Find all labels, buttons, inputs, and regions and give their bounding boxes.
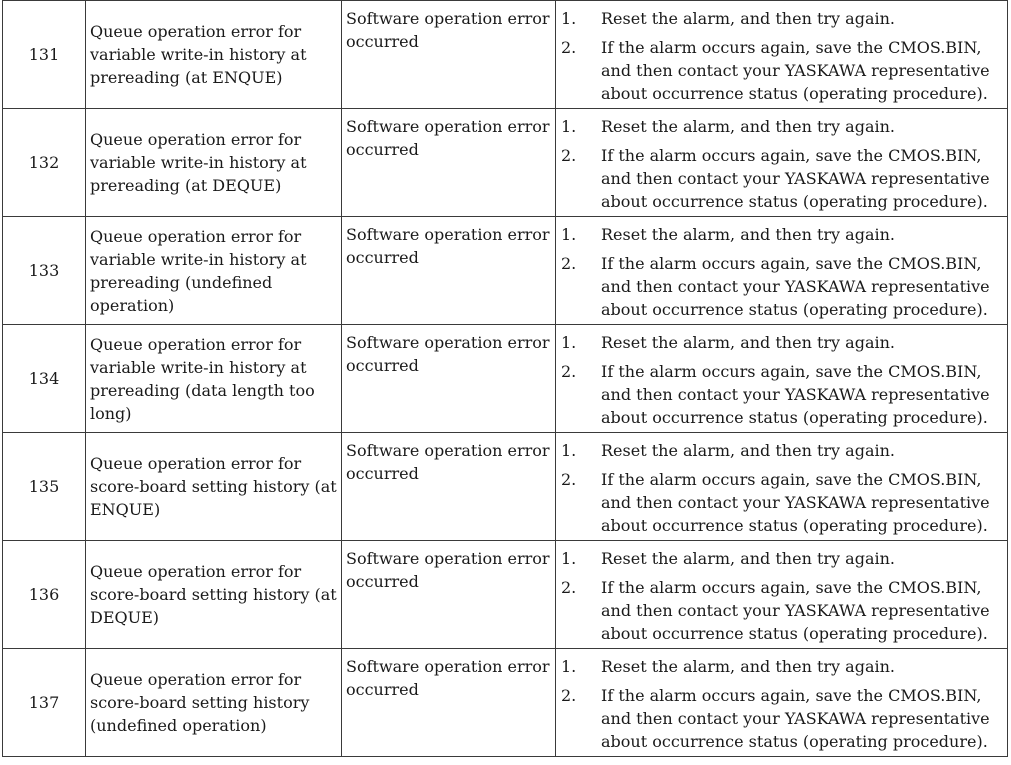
- alarm-code: 136: [3, 541, 86, 649]
- step-text: If the alarm occurs again, save the CMOS.BIN, and then contact your YASKAWA representative about occurrence status (operating procedure).: [601, 146, 990, 211]
- remedy-step: [561, 360, 999, 429]
- alarm-code: 132: [3, 109, 86, 217]
- table-row: [3, 433, 1008, 541]
- alarm-cause: Software operation error occurred: [342, 109, 556, 217]
- step-text: If the alarm occurs again, save the CMOS.BIN, and then contact your YASKAWA representative about occurrence status (operating procedure).: [601, 578, 990, 643]
- alarm-cause: Software operation error occurred: [342, 433, 556, 541]
- remedy-step: [561, 547, 999, 570]
- remedy-step: [561, 7, 999, 30]
- alarm-cause: Software operation error occurred: [342, 217, 556, 325]
- remedy-step: [561, 36, 999, 105]
- step-number: 2.: [561, 254, 577, 273]
- step-text: Reset the alarm, and then try again.: [601, 225, 895, 244]
- step-text: If the alarm occurs again, save the CMOS.BIN, and then contact your YASKAWA representative about occurrence status (operating procedure).: [601, 38, 990, 103]
- step-text: Reset the alarm, and then try again.: [601, 117, 895, 136]
- alarm-code: 131: [3, 1, 86, 109]
- table-row: [3, 1, 1008, 109]
- alarm-remedy: [556, 433, 1008, 541]
- remedy-step: [561, 468, 999, 537]
- alarm-cause: Software operation error occurred: [342, 1, 556, 109]
- step-text: If the alarm occurs again, save the CMOS.BIN, and then contact your YASKAWA representative about occurrence status (operating procedure).: [601, 470, 990, 535]
- table-row: [3, 109, 1008, 217]
- alarm-description: Queue operation error for variable write-in history at prereading (at ENQUE): [86, 1, 342, 109]
- table-row: [3, 325, 1008, 433]
- step-number: 1.: [561, 9, 577, 28]
- alarm-remedy: [556, 325, 1008, 433]
- step-text: Reset the alarm, and then try again.: [601, 657, 895, 676]
- alarm-description: Queue operation error for score-board setting history (at DEQUE): [86, 541, 342, 649]
- alarm-code: 134: [3, 325, 86, 433]
- step-number: 2.: [561, 146, 577, 165]
- alarm-code: 137: [3, 649, 86, 757]
- remedy-step: [561, 223, 999, 246]
- alarm-remedy: [556, 1, 1008, 109]
- remedy-step: [561, 439, 999, 462]
- alarm-code: 133: [3, 217, 86, 325]
- remedy-step: [561, 331, 999, 354]
- step-text: If the alarm occurs again, save the CMOS.BIN, and then contact your YASKAWA representative about occurrence status (operating procedure).: [601, 362, 990, 427]
- alarm-remedy: [556, 217, 1008, 325]
- alarm-description: Queue operation error for variable write-in history at prereading (at DEQUE): [86, 109, 342, 217]
- alarm-cause: Software operation error occurred: [342, 541, 556, 649]
- alarm-description: Queue operation error for variable write-in history at prereading (undefined operation): [86, 217, 342, 325]
- step-number: 2.: [561, 578, 577, 597]
- table-row: [3, 649, 1008, 757]
- step-number: 2.: [561, 686, 577, 705]
- remedy-step: [561, 144, 999, 213]
- remedy-step: [561, 252, 999, 321]
- remedy-step: [561, 655, 999, 678]
- alarm-description: Queue operation error for score-board setting history (at ENQUE): [86, 433, 342, 541]
- alarm-remedy: [556, 541, 1008, 649]
- step-text: Reset the alarm, and then try again.: [601, 549, 895, 568]
- alarm-table: [2, 0, 1008, 757]
- alarm-cause: Software operation error occurred: [342, 649, 556, 757]
- alarm-cause: Software operation error occurred: [342, 325, 556, 433]
- table-row: [3, 541, 1008, 649]
- table-row: [3, 217, 1008, 325]
- alarm-code: 135: [3, 433, 86, 541]
- step-text: If the alarm occurs again, save the CMOS.BIN, and then contact your YASKAWA representative about occurrence status (operating procedure).: [601, 254, 990, 319]
- step-text: Reset the alarm, and then try again.: [601, 9, 895, 28]
- remedy-step: [561, 684, 999, 753]
- step-number: 1.: [561, 333, 577, 352]
- step-text: If the alarm occurs again, save the CMOS.BIN, and then contact your YASKAWA representative about occurrence status (operating procedure).: [601, 686, 990, 751]
- step-number: 1.: [561, 549, 577, 568]
- step-text: Reset the alarm, and then try again.: [601, 441, 895, 460]
- alarm-description: Queue operation error for score-board setting history (undefined operation): [86, 649, 342, 757]
- alarm-remedy: [556, 109, 1008, 217]
- remedy-step: [561, 576, 999, 645]
- step-number: 1.: [561, 225, 577, 244]
- step-number: 1.: [561, 117, 577, 136]
- step-number: 1.: [561, 657, 577, 676]
- step-number: 2.: [561, 470, 577, 489]
- alarm-description: Queue operation error for variable write-in history at prereading (data length too long): [86, 325, 342, 433]
- remedy-step: [561, 115, 999, 138]
- step-number: 1.: [561, 441, 577, 460]
- step-text: Reset the alarm, and then try again.: [601, 333, 895, 352]
- step-number: 2.: [561, 362, 577, 381]
- step-number: 2.: [561, 38, 577, 57]
- alarm-remedy: [556, 649, 1008, 757]
